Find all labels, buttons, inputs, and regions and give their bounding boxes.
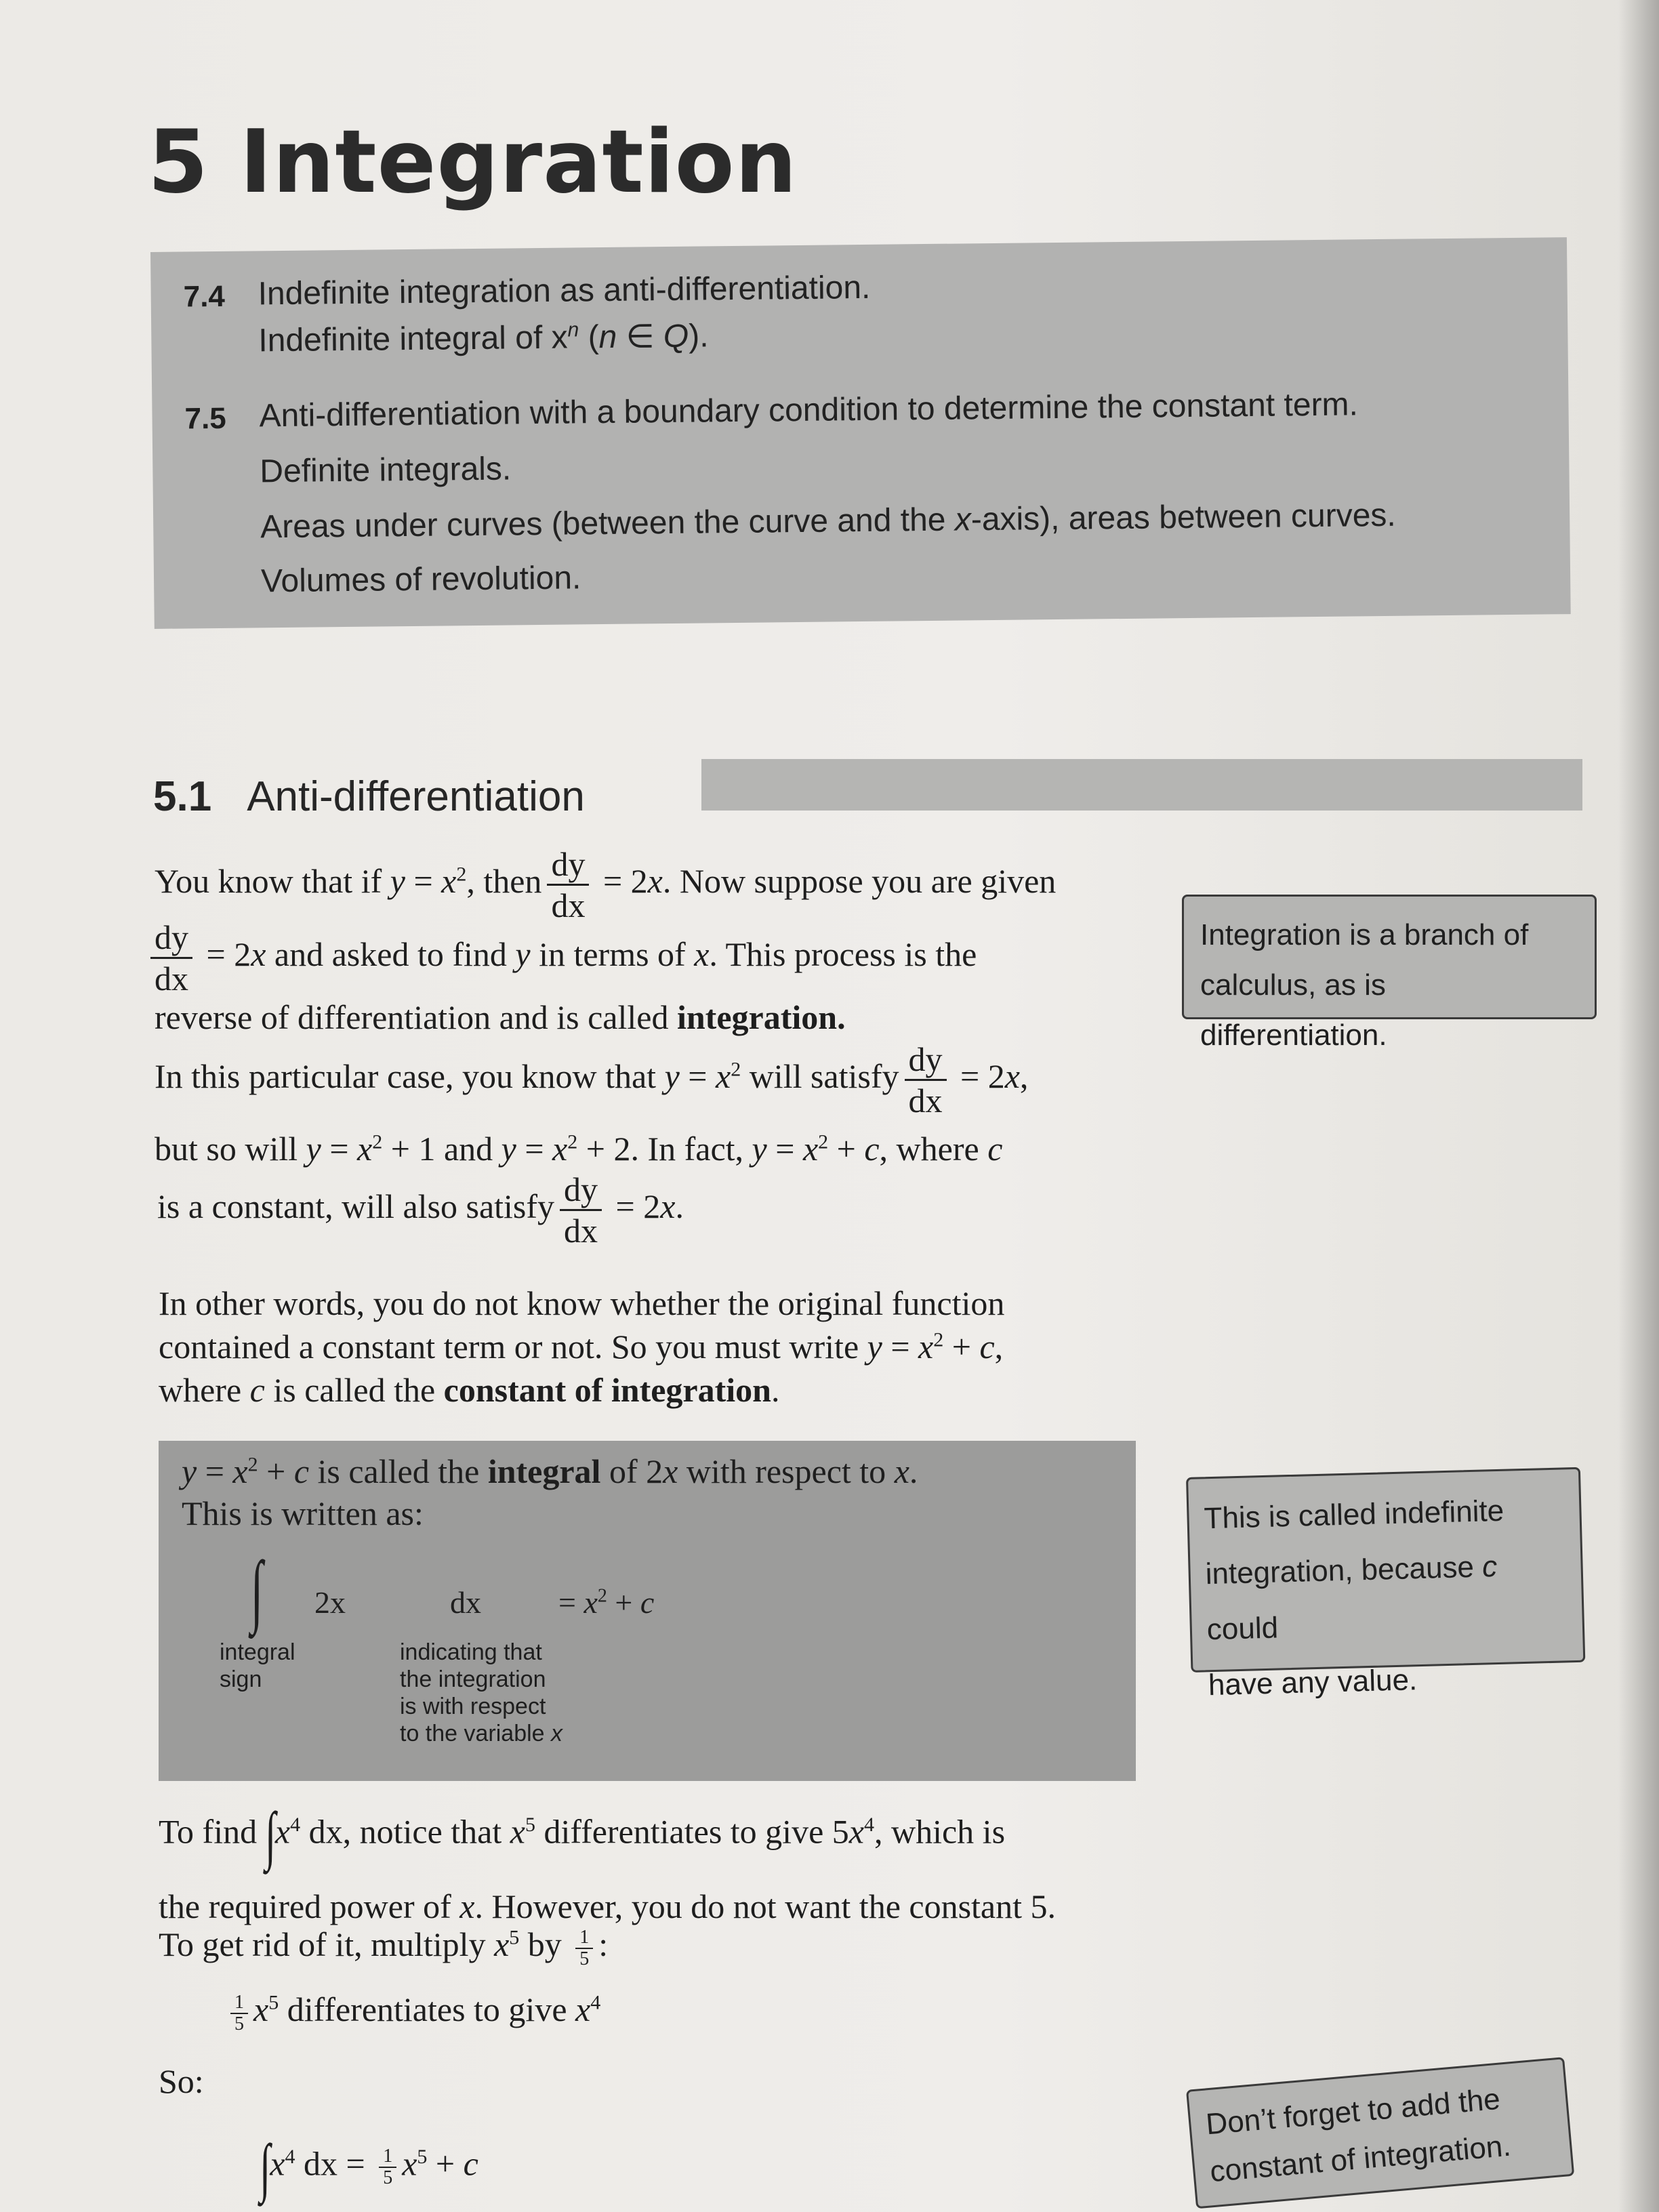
syllabus-text: Indefinite integral of x [258, 319, 568, 359]
syllabus-line: Volumes of revolution. [260, 560, 581, 600]
side-note-branch: Integration is a branch of calculus, as is differentiation. [1182, 895, 1597, 1019]
text: differentiates to give 5 [535, 1812, 849, 1851]
paragraph-line [260, 2131, 478, 2203]
bold-term: constant of integration [443, 1371, 771, 1409]
var: x [575, 1990, 591, 2028]
exponent: 5 [417, 2145, 428, 2168]
frac-num: dy [560, 1172, 602, 1211]
fraction [230, 1993, 248, 2034]
var: x [647, 861, 663, 900]
text: in terms of [530, 935, 695, 973]
exponent: 5 [525, 1813, 535, 1836]
text: will satisfy [741, 1057, 899, 1095]
fraction [575, 1928, 593, 1969]
text: To find [159, 1812, 266, 1851]
chapter-title: 5 Integration [148, 112, 798, 213]
exponent: 4 [290, 1813, 301, 1836]
exponent: 2 [818, 1130, 829, 1153]
exponent: 5 [509, 1926, 520, 1949]
paragraph-line [159, 1370, 779, 1410]
text: . [771, 1371, 780, 1409]
label-line: integral [220, 1639, 295, 1665]
var: x [1004, 1057, 1020, 1095]
exponent: 4 [863, 1813, 874, 1836]
frac-den: dx [564, 1212, 598, 1250]
var: x [494, 1925, 510, 1963]
integral-sign-icon: ∫ [260, 2131, 271, 2203]
text: + [258, 1452, 294, 1490]
syllabus-var: x [954, 501, 972, 538]
paragraph-line [157, 1172, 684, 1248]
var: x [551, 1721, 563, 1746]
text: where [159, 1371, 250, 1409]
exponent: 4 [285, 2145, 295, 2168]
exponent: 2 [372, 1130, 383, 1153]
var: y [867, 1328, 882, 1366]
var: x [552, 1130, 568, 1168]
frac-num: dy [150, 920, 192, 959]
paragraph-line: So: [159, 2062, 204, 2100]
note-line: This is called indefinite [1203, 1494, 1504, 1536]
var: y [515, 935, 531, 973]
exponent: 2 [567, 1130, 578, 1153]
text: = 2 [594, 861, 648, 900]
note-line: Don’t forget to add the [1204, 2082, 1502, 2142]
syllabus-var: Q [663, 318, 689, 355]
text: and asked to find [266, 935, 516, 973]
derivative-fraction [560, 1172, 602, 1248]
text: . This process is the [709, 935, 977, 973]
var: c [249, 1371, 265, 1409]
var: y [664, 1057, 680, 1095]
text: by [519, 1925, 571, 1963]
var: x [660, 1187, 676, 1225]
text: + 1 and [382, 1130, 501, 1168]
frac-den: 5 [234, 2013, 244, 2034]
bold-term: integration. [676, 998, 846, 1036]
text: could [1206, 1611, 1279, 1647]
var: x [251, 935, 266, 973]
section-heading-bar [701, 759, 1582, 811]
frac-den: 5 [383, 2167, 393, 2188]
text: dx = [295, 2144, 374, 2183]
var: x [357, 1130, 373, 1168]
var: c [987, 1130, 1003, 1168]
text: . Now suppose you are given [662, 861, 1057, 900]
exponent: 2 [731, 1058, 741, 1081]
var: x [894, 1452, 909, 1490]
syllabus-text: -axis), areas between curves. [970, 497, 1396, 538]
text: = [766, 1130, 803, 1168]
text: , which is [874, 1812, 1006, 1851]
text: . However, you do not want the constant 5. [474, 1887, 1057, 1925]
var: x [441, 861, 457, 900]
integral-sign-label [220, 1639, 295, 1693]
var: c [293, 1452, 310, 1490]
text: = [882, 1328, 919, 1366]
exponent: 2 [933, 1328, 944, 1351]
syllabus-line [258, 316, 709, 359]
text: is a constant, will also satisfy [157, 1187, 555, 1225]
var: x [663, 1452, 678, 1490]
text: To get rid of it, multiply [159, 1925, 495, 1963]
text: contained a constant term or not. So you must write [159, 1328, 867, 1366]
text: = 2 [951, 1057, 1005, 1095]
syllabus-line: Anti-differentiation with a boundary condition to determine the constant term. [259, 386, 1359, 434]
definition-line [182, 1452, 918, 1491]
text: , where [879, 1130, 988, 1168]
text: : [598, 1925, 609, 1963]
integrand: 2x [314, 1585, 346, 1620]
var: x [402, 2144, 417, 2183]
note-line: constant of integration. [1208, 2129, 1513, 2189]
label-line: the integration [400, 1666, 546, 1692]
var: c [1481, 1550, 1498, 1584]
text: with respect to [678, 1452, 895, 1490]
text: , [994, 1328, 1004, 1366]
syllabus-var: n [598, 319, 617, 356]
paragraph-line [150, 920, 977, 996]
exponent: 2 [247, 1453, 258, 1476]
text: = [321, 1130, 358, 1168]
text: is called the [264, 1371, 444, 1409]
syllabus-text: Areas under curves (between the curve and the [260, 501, 956, 546]
label-line [400, 1720, 562, 1747]
var: x [459, 1887, 475, 1925]
frac-num: dy [547, 847, 589, 886]
var: x [802, 1130, 819, 1168]
frac-den: dx [908, 1082, 943, 1120]
text: but so will [155, 1130, 306, 1168]
paragraph-line [155, 998, 846, 1037]
definition-box [159, 1441, 1136, 1781]
frac-den: dx [551, 886, 586, 924]
bold-term: integral [487, 1452, 601, 1490]
fraction [379, 2147, 396, 2188]
text: to the variable [400, 1721, 552, 1746]
exponent: 2 [597, 1585, 607, 1607]
var: y [390, 861, 405, 900]
integral-sign-icon: ∫ [251, 1544, 264, 1635]
var: x [715, 1057, 731, 1095]
text: You know that if [155, 861, 390, 900]
var: y [182, 1452, 197, 1490]
syllabus-exponent: n [567, 319, 579, 342]
paragraph-line: In other words, you do not know whether the original function [159, 1284, 1005, 1322]
frac-num: 1 [230, 1993, 248, 2014]
paragraph-line [159, 1799, 1006, 1871]
syllabus-number: 7.4 [183, 279, 226, 314]
label-line: is with respect [400, 1694, 546, 1719]
var: x [848, 1812, 864, 1851]
syllabus-line [260, 497, 1396, 546]
frac-num: dy [905, 1042, 947, 1081]
text: , then [466, 861, 542, 900]
page-edge-shadow [1618, 0, 1659, 2212]
label-line: indicating that [400, 1639, 542, 1665]
var: x [274, 1812, 291, 1851]
text: + [943, 1328, 980, 1366]
label-line: sign [220, 1666, 262, 1692]
note-line [1205, 1537, 1568, 1658]
integral-result [558, 1584, 654, 1620]
text: dx, notice that [300, 1812, 510, 1851]
differential: dx [450, 1585, 481, 1620]
text: = [679, 1057, 716, 1095]
paragraph-line [155, 1129, 1002, 1168]
derivative-fraction [905, 1042, 947, 1118]
exponent: 5 [268, 1991, 279, 2014]
paragraph-line [155, 1042, 1028, 1118]
side-note-constant [1186, 2057, 1574, 2209]
var: x [510, 1812, 525, 1851]
syllabus-text: ∈ [617, 319, 664, 355]
syllabus-line: Indefinite integration as anti-differentiation. [258, 269, 871, 312]
text: = [405, 861, 442, 900]
syllabus-text: ( [579, 319, 599, 356]
definition-line: This is written as: [182, 1494, 424, 1532]
text: . [675, 1187, 684, 1225]
var: y [501, 1130, 516, 1168]
var: c [463, 2144, 478, 2183]
var: c [864, 1130, 880, 1168]
syllabus-box [150, 237, 1571, 629]
dx-label [400, 1639, 562, 1747]
text: = [558, 1585, 584, 1620]
text: + 2. In fact, [577, 1130, 752, 1168]
text: . [909, 1452, 918, 1490]
section-number: 5.1 [153, 773, 212, 820]
derivative-fraction [547, 847, 589, 922]
text: = 2 [198, 935, 251, 973]
syllabus-number: 7.5 [184, 401, 227, 436]
frac-den: 5 [579, 1948, 590, 1969]
text: integration, because [1205, 1550, 1483, 1591]
text: the required power of [159, 1887, 460, 1925]
paragraph-line [230, 1990, 600, 2034]
text: = [197, 1452, 233, 1490]
var: y [306, 1130, 321, 1168]
syllabus-text: ). [688, 318, 709, 354]
text: of 2 [600, 1452, 663, 1490]
note-line: have any value. [1208, 1663, 1418, 1702]
derivative-fraction [150, 920, 192, 996]
var: c [640, 1585, 655, 1620]
frac-num: 1 [575, 1928, 593, 1949]
text: + [607, 1585, 640, 1620]
var: c [979, 1328, 995, 1366]
var: x [270, 2144, 285, 2183]
side-note-indefinite [1186, 1467, 1585, 1702]
syllabus-line: Definite integrals. [260, 451, 512, 490]
section-title: Anti-differentiation [247, 773, 585, 820]
exponent: 4 [590, 1991, 601, 2014]
var: x [583, 1585, 598, 1620]
text: , [1019, 1057, 1029, 1095]
text: = [516, 1130, 553, 1168]
text: differentiates to give [279, 1990, 576, 2028]
text: + [828, 1130, 865, 1168]
frac-den: dx [155, 960, 188, 998]
var: x [232, 1452, 248, 1490]
section-heading [153, 773, 585, 821]
var: x [694, 935, 710, 973]
var: x [253, 1990, 269, 2028]
paragraph-line [159, 1925, 608, 1969]
exponent: 2 [456, 863, 467, 886]
var: y [752, 1130, 767, 1168]
text: + [427, 2144, 464, 2183]
text: is called the [309, 1452, 488, 1490]
integral-sign-icon: ∫ [264, 1799, 276, 1871]
paragraph-line [159, 1887, 1056, 1926]
text: In this particular case, you know that [155, 1057, 665, 1095]
paragraph-line [155, 847, 1056, 922]
var: x [918, 1328, 934, 1366]
text: = 2 [607, 1187, 661, 1225]
text: reverse of differentiation and is called [155, 998, 677, 1036]
frac-num: 1 [379, 2147, 396, 2168]
paragraph-line [159, 1327, 1003, 1366]
